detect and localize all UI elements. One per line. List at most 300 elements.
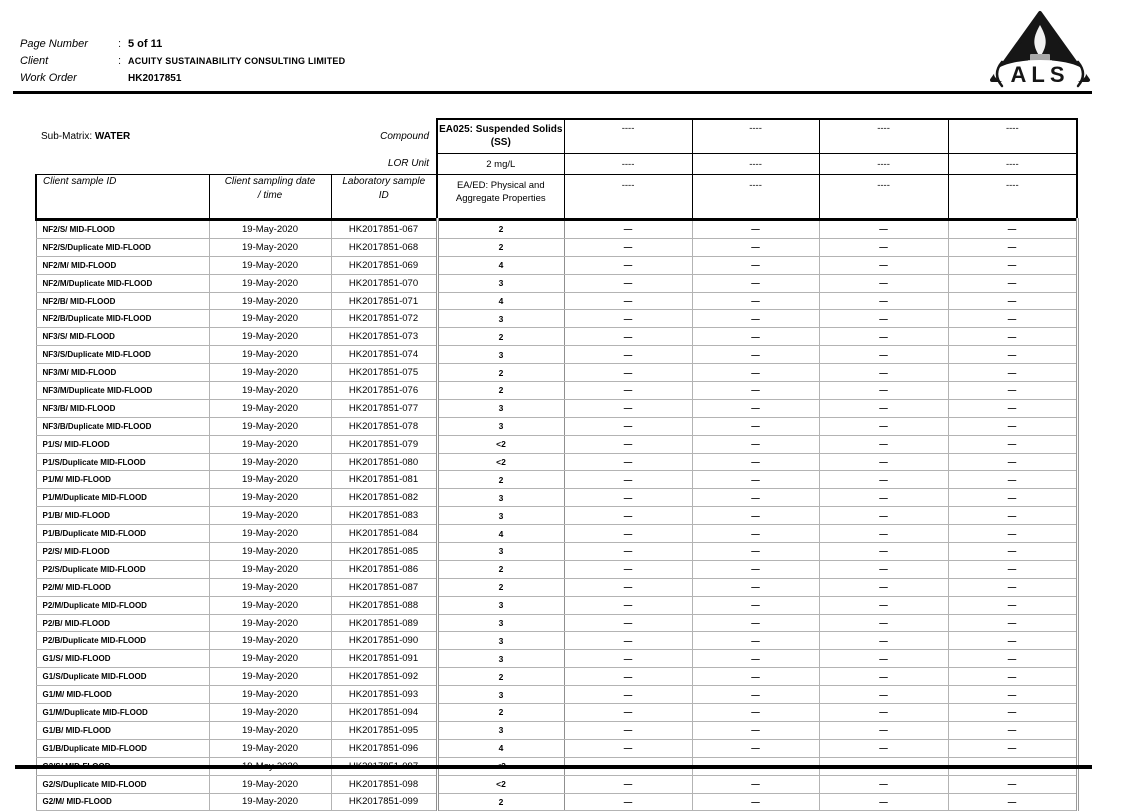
table-row [36, 399, 1077, 417]
cell-result-blank: — [564, 721, 692, 739]
method-group-blank: ---- [948, 175, 1077, 220]
cell-result-blank: — [948, 632, 1077, 650]
cell-result-blank: — [948, 721, 1077, 739]
cell-client-sample-id: P2/B/ MID-FLOOD [36, 614, 209, 632]
compound-name-blank: ---- [948, 119, 1077, 154]
column-header-client-sample-id [36, 175, 209, 220]
table-row [36, 220, 1077, 239]
header-field-work-order [20, 72, 345, 89]
cell-client-sample-id: G1/B/Duplicate MID-FLOOD [36, 739, 209, 757]
cell-result-blank: — [819, 560, 948, 578]
cell-sampling-date: 19-May-2020 [209, 543, 331, 561]
cell-result-blank: — [948, 382, 1077, 400]
cell-sampling-date: 19-May-2020 [209, 274, 331, 292]
cell-result-blank: — [564, 489, 692, 507]
cell-result-blank: — [692, 704, 819, 722]
cell-result-blank: — [692, 775, 819, 793]
cell-result-blank: — [819, 775, 948, 793]
cell-sampling-date: 19-May-2020 [209, 704, 331, 722]
cell-result-blank: — [564, 650, 692, 668]
cell-result-blank: — [564, 417, 692, 435]
cell-sampling-date: 19-May-2020 [209, 632, 331, 650]
cell-lab-sample-id: HK2017851-099 [331, 793, 437, 811]
cell-result-blank: — [692, 274, 819, 292]
cell-result-blank: — [692, 596, 819, 614]
cell-client-sample-id: G1/M/Duplicate MID-FLOOD [36, 704, 209, 722]
column-header-line: Client sampling date [224, 176, 316, 187]
table-row [36, 668, 1077, 686]
cell-result-blank: — [948, 399, 1077, 417]
cell-result-blank: — [564, 346, 692, 364]
cell-result-blank: — [564, 435, 692, 453]
cell-sampling-date: 19-May-2020 [209, 560, 331, 578]
cell-result-ss: <2 [437, 435, 564, 453]
cell-result-blank: — [564, 328, 692, 346]
cell-lab-sample-id: HK2017851-067 [331, 220, 437, 239]
cell-result-ss: 2 [437, 471, 564, 489]
column-header-line: / time [257, 190, 283, 201]
cell-sampling-date: 19-May-2020 [209, 453, 331, 471]
cell-result-blank: — [948, 489, 1077, 507]
cell-result-blank: — [948, 292, 1077, 310]
column-header-line: Client sample ID [43, 176, 117, 187]
table-row [36, 310, 1077, 328]
cell-result-blank: — [564, 220, 692, 239]
compound-name-blank: ---- [564, 119, 692, 154]
cell-sampling-date: 19-May-2020 [209, 382, 331, 400]
cell-client-sample-id: NF3/S/Duplicate MID-FLOOD [36, 346, 209, 364]
cell-result-ss: 4 [437, 292, 564, 310]
cell-result-blank: — [948, 274, 1077, 292]
cell-lab-sample-id: HK2017851-081 [331, 471, 437, 489]
cell-lab-sample-id: HK2017851-084 [331, 525, 437, 543]
cell-result-ss: 4 [437, 739, 564, 757]
lor-unit-blank: ---- [692, 154, 819, 175]
cell-result-blank: — [819, 382, 948, 400]
cell-result-ss: <2 [437, 775, 564, 793]
cell-result-blank: — [948, 364, 1077, 382]
cell-result-blank: — [692, 453, 819, 471]
cell-result-blank: — [948, 328, 1077, 346]
work-order-label: Work Order [20, 72, 77, 84]
cell-result-blank: — [692, 364, 819, 382]
cell-client-sample-id: NF3/M/Duplicate MID-FLOOD [36, 382, 209, 400]
cell-result-blank: — [819, 793, 948, 811]
cell-lab-sample-id: HK2017851-078 [331, 417, 437, 435]
cell-result-blank: — [564, 793, 692, 811]
table-row [36, 364, 1077, 382]
cell-client-sample-id: NF2/M/Duplicate MID-FLOOD [36, 274, 209, 292]
cell-result-blank: — [692, 256, 819, 274]
cell-result-blank: — [692, 489, 819, 507]
cell-result-blank: — [948, 686, 1077, 704]
table-row [36, 328, 1077, 346]
cell-client-sample-id: G1/S/ MID-FLOOD [36, 650, 209, 668]
cell-result-blank: — [819, 453, 948, 471]
cell-result-blank: — [564, 775, 692, 793]
cell-result-blank: — [564, 471, 692, 489]
cell-result-blank: — [819, 704, 948, 722]
header-divider-rule [13, 91, 1092, 94]
table-row [36, 775, 1077, 793]
cell-result-blank: — [564, 578, 692, 596]
cell-result-blank: — [948, 471, 1077, 489]
cell-sampling-date: 19-May-2020 [209, 721, 331, 739]
cell-client-sample-id: NF3/S/ MID-FLOOD [36, 328, 209, 346]
cell-result-ss: 3 [437, 721, 564, 739]
lor-unit-blank: ---- [819, 154, 948, 175]
method-group-blank: ---- [819, 175, 948, 220]
cell-sampling-date: 19-May-2020 [209, 399, 331, 417]
cell-result-blank: — [564, 364, 692, 382]
cell-result-blank: — [564, 739, 692, 757]
cell-sampling-date: 19-May-2020 [209, 614, 331, 632]
cell-result-blank: — [948, 650, 1077, 668]
cell-lab-sample-id: HK2017851-075 [331, 364, 437, 382]
column-header-line: ID [378, 190, 389, 201]
cell-result-blank: — [819, 721, 948, 739]
cell-result-ss: <2 [437, 453, 564, 471]
cell-result-ss: 2 [437, 220, 564, 239]
cell-result-blank: — [819, 256, 948, 274]
cell-result-ss: 3 [437, 686, 564, 704]
client-label: Client [20, 55, 49, 67]
cell-result-blank: — [692, 292, 819, 310]
cell-result-blank: — [948, 775, 1077, 793]
header-field-page-number [20, 38, 345, 55]
page-number-label: Page Number [20, 38, 88, 50]
header-field-client [20, 55, 345, 72]
cell-result-ss: 3 [437, 417, 564, 435]
cell-lab-sample-id: HK2017851-069 [331, 256, 437, 274]
cell-sampling-date: 19-May-2020 [209, 364, 331, 382]
table-row [36, 614, 1077, 632]
cell-result-blank: — [692, 346, 819, 364]
cell-result-blank: — [564, 274, 692, 292]
cell-result-ss: 2 [437, 793, 564, 811]
cell-sampling-date: 19-May-2020 [209, 668, 331, 686]
cell-lab-sample-id: HK2017851-074 [331, 346, 437, 364]
als-logo [988, 10, 1092, 92]
page-number-separator: : [118, 38, 122, 50]
lor-unit-blank: ---- [948, 154, 1077, 175]
cell-lab-sample-id: HK2017851-088 [331, 596, 437, 614]
cell-lab-sample-id: HK2017851-092 [331, 668, 437, 686]
table-row [36, 686, 1077, 704]
cell-sampling-date: 19-May-2020 [209, 775, 331, 793]
sub-matrix-cell [36, 119, 437, 154]
cell-result-blank: — [564, 614, 692, 632]
cell-sampling-date: 19-May-2020 [209, 596, 331, 614]
cell-result-ss: 3 [437, 614, 564, 632]
method-group-blank: ---- [692, 175, 819, 220]
cell-result-blank: — [564, 256, 692, 274]
cell-lab-sample-id: HK2017851-083 [331, 507, 437, 525]
cell-client-sample-id: G2/S/Duplicate MID-FLOOD [36, 775, 209, 793]
cell-lab-sample-id: HK2017851-068 [331, 238, 437, 256]
table-row [36, 417, 1077, 435]
cell-result-blank: — [692, 399, 819, 417]
cell-result-blank: — [692, 614, 819, 632]
cell-result-blank: — [819, 274, 948, 292]
table-row [36, 453, 1077, 471]
cell-result-blank: — [692, 543, 819, 561]
cell-result-blank: — [948, 507, 1077, 525]
method-group-blank: ---- [564, 175, 692, 220]
cell-result-ss: 3 [437, 346, 564, 364]
cell-lab-sample-id: HK2017851-093 [331, 686, 437, 704]
cell-result-blank: — [564, 543, 692, 561]
cell-sampling-date: 19-May-2020 [209, 292, 331, 310]
cell-sampling-date: 19-May-2020 [209, 256, 331, 274]
cell-result-blank: — [564, 238, 692, 256]
cell-sampling-date: 19-May-2020 [209, 471, 331, 489]
column-header-sampling-date [209, 175, 331, 220]
table-row [36, 596, 1077, 614]
cell-result-blank: — [948, 417, 1077, 435]
compound-name-blank: ---- [819, 119, 948, 154]
table-row [36, 739, 1077, 757]
cell-result-blank: — [819, 489, 948, 507]
cell-result-blank: — [564, 292, 692, 310]
cell-client-sample-id: G2/M/ MID-FLOOD [36, 793, 209, 811]
table-row [36, 256, 1077, 274]
cell-lab-sample-id: HK2017851-073 [331, 328, 437, 346]
cell-result-ss: 3 [437, 399, 564, 417]
cell-lab-sample-id: HK2017851-094 [331, 704, 437, 722]
table-row [36, 543, 1077, 561]
table-row [36, 346, 1077, 364]
table-row [36, 525, 1077, 543]
cell-result-ss: 3 [437, 274, 564, 292]
cell-result-ss: 3 [437, 650, 564, 668]
cell-result-blank: — [819, 435, 948, 453]
sub-matrix-text [36, 131, 130, 142]
cell-result-blank: — [692, 382, 819, 400]
cell-result-blank: — [819, 507, 948, 525]
cell-result-blank: — [692, 560, 819, 578]
cell-lab-sample-id: HK2017851-077 [331, 399, 437, 417]
lor-unit-ea025: 2 mg/L [437, 154, 564, 175]
column-header-line: Laboratory sample [342, 176, 426, 187]
cell-sampling-date: 19-May-2020 [209, 238, 331, 256]
cell-result-blank: — [692, 310, 819, 328]
cell-client-sample-id: NF2/S/ MID-FLOOD [36, 220, 209, 239]
cell-result-blank: — [948, 668, 1077, 686]
cell-client-sample-id: NF3/B/ MID-FLOOD [36, 399, 209, 417]
table-row [36, 632, 1077, 650]
cell-result-blank: — [564, 310, 692, 328]
table-row [36, 489, 1077, 507]
cell-sampling-date: 19-May-2020 [209, 686, 331, 704]
cell-lab-sample-id: HK2017851-072 [331, 310, 437, 328]
cell-result-blank: — [948, 596, 1077, 614]
cell-client-sample-id: P2/B/Duplicate MID-FLOOD [36, 632, 209, 650]
cell-sampling-date: 19-May-2020 [209, 578, 331, 596]
cell-result-ss: 2 [437, 668, 564, 686]
cell-lab-sample-id: HK2017851-080 [331, 453, 437, 471]
cell-client-sample-id: NF2/B/ MID-FLOOD [36, 292, 209, 310]
cell-result-blank: — [564, 704, 692, 722]
table-row [36, 507, 1077, 525]
cell-lab-sample-id: HK2017851-098 [331, 775, 437, 793]
cell-lab-sample-id: HK2017851-086 [331, 560, 437, 578]
table-row [36, 292, 1077, 310]
cell-lab-sample-id: HK2017851-079 [331, 435, 437, 453]
cell-result-blank: — [948, 256, 1077, 274]
table-row [36, 650, 1077, 668]
cell-result-blank: — [692, 793, 819, 811]
cell-result-blank: — [564, 525, 692, 543]
column-header-laboratory-sample-id [331, 175, 437, 220]
cell-result-blank: — [692, 471, 819, 489]
cell-sampling-date: 19-May-2020 [209, 739, 331, 757]
cell-result-blank: — [819, 525, 948, 543]
cell-result-blank: — [948, 704, 1077, 722]
cell-sampling-date: 19-May-2020 [209, 507, 331, 525]
cell-client-sample-id: NF3/B/Duplicate MID-FLOOD [36, 417, 209, 435]
lor-unit-row-label: LOR Unit [387, 158, 430, 170]
cell-client-sample-id: P2/S/ MID-FLOOD [36, 543, 209, 561]
cell-result-blank: — [948, 453, 1077, 471]
cell-result-blank: — [692, 632, 819, 650]
cell-result-ss: 3 [437, 489, 564, 507]
cell-result-blank: — [692, 417, 819, 435]
method-group-ea-ed: EA/ED: Physical and Aggregate Properties [437, 175, 564, 220]
cell-result-blank: — [948, 578, 1077, 596]
sub-matrix-value: WATER [94, 130, 131, 142]
cell-result-blank: — [819, 739, 948, 757]
cell-lab-sample-id: HK2017851-089 [331, 614, 437, 632]
column-header-row [36, 175, 1077, 220]
cell-client-sample-id: P1/B/ MID-FLOOD [36, 507, 209, 525]
cell-result-blank: — [564, 453, 692, 471]
cell-result-blank: — [819, 632, 948, 650]
cell-sampling-date: 19-May-2020 [209, 346, 331, 364]
cell-result-blank: — [564, 632, 692, 650]
cell-client-sample-id: G1/M/ MID-FLOOD [36, 686, 209, 704]
lor-unit-blank: ---- [564, 154, 692, 175]
cell-result-ss: 3 [437, 632, 564, 650]
cell-result-blank: — [692, 507, 819, 525]
table-row [36, 578, 1077, 596]
client-value: ACUITY SUSTAINABILITY CONSULTING LIMITED [128, 56, 346, 66]
cell-result-blank: — [819, 399, 948, 417]
cell-client-sample-id: P1/M/Duplicate MID-FLOOD [36, 489, 209, 507]
cell-result-blank: — [948, 220, 1077, 239]
cell-client-sample-id: P2/M/Duplicate MID-FLOOD [36, 596, 209, 614]
cell-result-blank: — [819, 292, 948, 310]
table-row [36, 238, 1077, 256]
cell-result-ss: 2 [437, 238, 564, 256]
cell-client-sample-id: G1/S/Duplicate MID-FLOOD [36, 668, 209, 686]
cell-result-blank: — [692, 578, 819, 596]
cell-result-blank: — [819, 596, 948, 614]
cell-client-sample-id: NF2/B/Duplicate MID-FLOOD [36, 310, 209, 328]
table-row [36, 435, 1077, 453]
cell-result-blank: — [819, 686, 948, 704]
table-bottom-rule [15, 765, 1092, 769]
lor-unit-row [36, 154, 1077, 175]
table-row [36, 274, 1077, 292]
cell-result-blank: — [948, 739, 1077, 757]
cell-sampling-date: 19-May-2020 [209, 328, 331, 346]
cell-result-blank: — [948, 310, 1077, 328]
cell-result-blank: — [564, 596, 692, 614]
cell-client-sample-id: P1/B/Duplicate MID-FLOOD [36, 525, 209, 543]
cell-result-blank: — [692, 525, 819, 543]
client-separator: : [118, 55, 122, 67]
cell-client-sample-id: NF3/M/ MID-FLOOD [36, 364, 209, 382]
cell-result-ss: 2 [437, 364, 564, 382]
cell-client-sample-id: P2/S/Duplicate MID-FLOOD [36, 560, 209, 578]
cell-result-ss: 2 [437, 382, 564, 400]
work-order-value: HK2017851 [128, 73, 182, 84]
cell-result-blank: — [948, 543, 1077, 561]
cell-client-sample-id: P1/S/Duplicate MID-FLOOD [36, 453, 209, 471]
table-row [36, 793, 1077, 811]
cell-result-blank: — [564, 560, 692, 578]
cell-result-ss: 2 [437, 328, 564, 346]
table-row [36, 721, 1077, 739]
lor-unit-label-cell [36, 154, 437, 175]
cell-result-blank: — [948, 793, 1077, 811]
cell-result-blank: — [819, 364, 948, 382]
cell-result-ss: 4 [437, 256, 564, 274]
sub-matrix-label: Sub-Matrix: [41, 130, 93, 142]
cell-result-blank: — [564, 382, 692, 400]
cell-sampling-date: 19-May-2020 [209, 489, 331, 507]
cell-result-blank: — [692, 238, 819, 256]
cell-result-blank: — [819, 650, 948, 668]
cell-sampling-date: 19-May-2020 [209, 793, 331, 811]
cell-result-blank: — [819, 543, 948, 561]
cell-lab-sample-id: HK2017851-096 [331, 739, 437, 757]
table-row [36, 382, 1077, 400]
compound-name-blank: ---- [692, 119, 819, 154]
cell-result-blank: — [819, 471, 948, 489]
cell-result-blank: — [819, 220, 948, 239]
cell-lab-sample-id: HK2017851-082 [331, 489, 437, 507]
cell-lab-sample-id: HK2017851-087 [331, 578, 437, 596]
als-logo-text: ALS [1010, 62, 1070, 87]
cell-lab-sample-id: HK2017851-090 [331, 632, 437, 650]
compound-header-row [36, 119, 1077, 154]
table-row [36, 704, 1077, 722]
cell-result-blank: — [819, 328, 948, 346]
als-logo-icon [988, 10, 1092, 92]
cell-result-blank: — [948, 238, 1077, 256]
cell-client-sample-id: G1/B/ MID-FLOOD [36, 721, 209, 739]
cell-sampling-date: 19-May-2020 [209, 220, 331, 239]
cell-lab-sample-id: HK2017851-085 [331, 543, 437, 561]
cell-result-blank: — [692, 739, 819, 757]
cell-result-ss: 2 [437, 704, 564, 722]
cell-result-ss: 3 [437, 507, 564, 525]
compound-name-ea025: EA025: Suspended Solids (SS) [437, 119, 564, 154]
cell-result-blank: — [564, 668, 692, 686]
cell-result-blank: — [819, 417, 948, 435]
cell-result-blank: — [819, 238, 948, 256]
cell-lab-sample-id: HK2017851-076 [331, 382, 437, 400]
table-row [36, 560, 1077, 578]
cell-result-ss: 3 [437, 596, 564, 614]
cell-result-blank: — [564, 399, 692, 417]
cell-result-blank: — [948, 525, 1077, 543]
cell-result-ss: 2 [437, 578, 564, 596]
report-header [20, 38, 345, 89]
cell-client-sample-id: NF2/M/ MID-FLOOD [36, 256, 209, 274]
